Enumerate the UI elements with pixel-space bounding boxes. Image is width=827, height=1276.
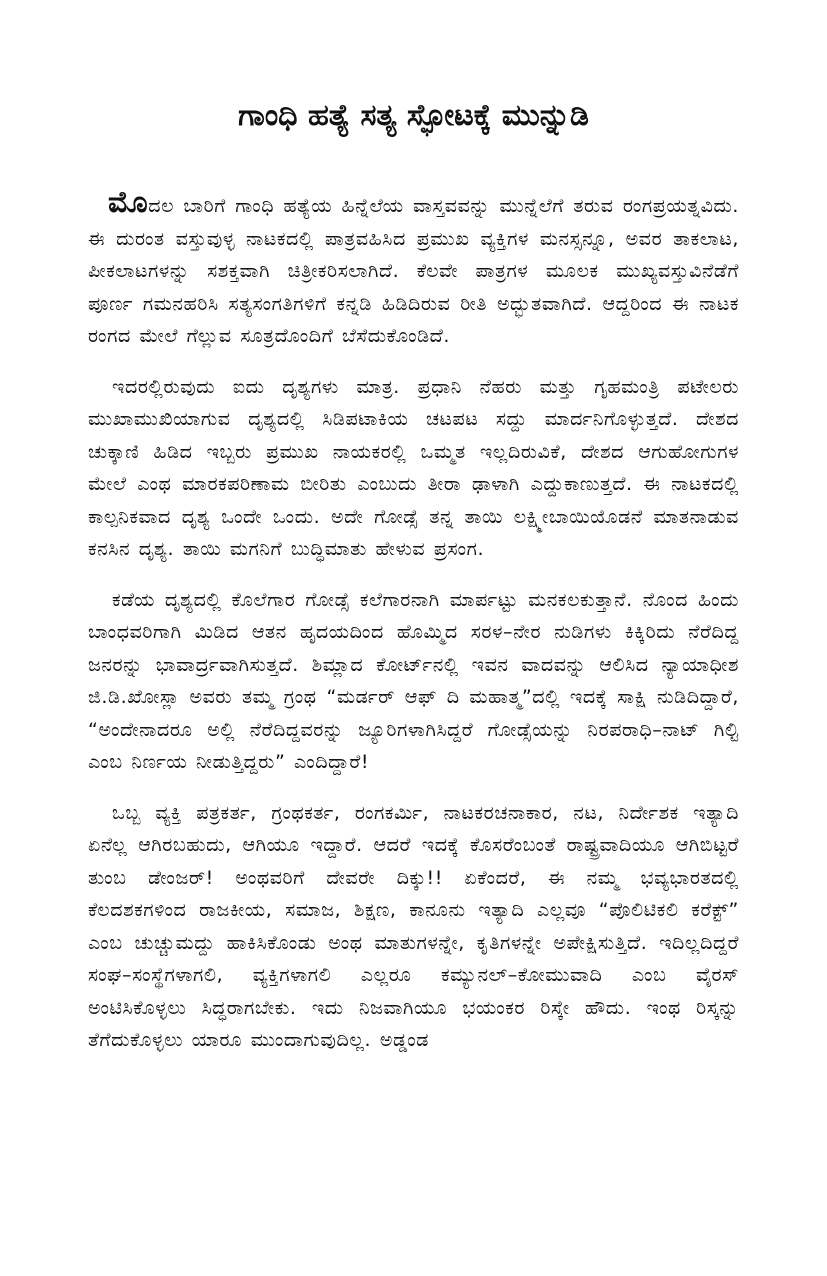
drop-cap: ಮೊ [108,185,149,220]
paragraph-1 [88,185,739,353]
paragraph-4 [88,797,739,1057]
paragraph-text: ಇದರಲ್ಲಿರುವುದು ಐದು ದೃಶ್ಯಗಳು ಮಾತ್ರ. ಪ್ರಧಾನಿ ನೆಹರು ಮತ್ತು ಗೃಹಮಂತ್ರಿ ಪಟೇಲರು ಮುಖಾಮುಖಿಯಾಗುವ ದೃಶ್ಯದಲ್ಲಿ ಸಿಡಿಪಟಾಕಿಯ ಚಟಪಟ ಸದ್ದು ಮಾರ್ದನಿಗೊಳ್ಳುತ್ತದೆ. ದೇಶದ ಚುಕ್ಕಾಣಿ ಹಿಡಿದ ಇಬ್ಬರು ಪ್ರಮುಖ ನಾಯಕರಲ್ಲಿ ಒಮ್ಮತ ಇಲ್ಲದಿರುವಿಕೆ, ದೇಶದ ಆಗುಹೋಗುಗಳ ಮೇಲೆ ಎಂಥ ಮಾರಕಪರಿಣಾಮ ಬೀರಿತು ಎಂಬುದು ತೀರಾ ಢಾಳಾಗಿ ಎದ್ದುಕಾಣುತ್ತದೆ. ಈ ನಾಟಕದಲ್ಲಿ ಕಾಲ್ಪನಿಕವಾದ ದೃಶ್ಯ ಒಂದೇ ಒಂದು. ಅದೇ ಗೋಡ್ಸೆ ತನ್ನ ತಾಯಿ ಲಕ್ಷ್ಮೀಬಾಯಿಯೊಡನೆ ಮಾತನಾಡುವ ಕನಸಿನ ದೃಶ್ಯ. ತಾಯಿ ಮಗನಿಗೆ ಬುದ್ಧಿಮಾತು ಹೇಳುವ ಪ್ರಸಂಗ. [88,375,739,560]
paragraph-text: ದಲ ಬಾರಿಗೆ ಗಾಂಧಿ ಹತ್ಯೆಯ ಹಿನ್ನೆಲೆಯ ವಾಸ್ತವವನ್ನು ಮುನ್ನೆಲೆಗೆ ತರುವ ರಂಗಪ್ರಯತ್ನವಿದು. ಈ ದುರಂತ ವಸ್ತುವುಳ್ಳ ನಾಟಕದಲ್ಲಿ ಪಾತ್ರವಹಿಸಿದ ಪ್ರಮುಖ ವ್ಯಕ್ತಿಗಳ ಮನಸ್ಸನ್ನೂ, ಅವರ ತಾಕಲಾಟ, ಪೀಕಲಾಟಗಳನ್ನು ಸಶಕ್ತವಾಗಿ ಚಿತ್ರೀಕರಿಸಲಾಗಿದೆ. ಕೆಲವೇ ಪಾತ್ರಗಳ ಮೂಲಕ ಮುಖ್ಯವಸ್ತುವಿನೆಡೆಗೆ ಪೂರ್ಣ ಗಮನಹರಿಸಿ ಸತ್ಯಸಂಗತಿಗಳಿಗೆ ಕನ್ನಡಿ ಹಿಡಿದಿರುವ ರೀತಿ ಅದ್ಭುತವಾಗಿದೆ. ಆದ್ದರಿಂದ ಈ ನಾಟಕ ರಂಗದ ಮೇಲೆ ಗೆಲ್ಲುವ ಸೂತ್ರದೊಂದಿಗೆ ಬೆಸೆದುಕೊಂಡಿದೆ. [88,195,739,347]
body-text [88,185,739,1075]
page-title: ಗಾಂಧಿ ಹತ್ಯೆ ಸತ್ಯ ಸ್ಫೋಟಕ್ಕೆ ಮುನ್ನುಡಿ [238,98,589,133]
paragraph-text: ಒಬ್ಬ ವ್ಯಕ್ತಿ ಪತ್ರಕರ್ತ, ಗ್ರಂಥಕರ್ತ, ರಂಗಕರ್ಮಿ, ನಾಟಕರಚನಾಕಾರ, ನಟ, ನಿರ್ದೇಶಕ ಇತ್ಯಾದಿ ಏನೆಲ್ಲ ಆಗಿರಬಹುದು, ಆಗಿಯೂ ಇದ್ದಾರೆ. ಆದರೆ ಇದಕ್ಕೆ ಕೊಸರೆಂಬಂತೆ ರಾಷ್ಟ್ರವಾದಿಯೂ ಆಗಿಬಿಟ್ಟರೆ ತುಂಬ ಡೇಂಜರ್! ಅಂಥವರಿಗೆ ದೇವರೇ ದಿಕ್ಕು!! ಏಕೆಂದರೆ, ಈ ನಮ್ಮ ಭವ್ಯಭಾರತದಲ್ಲಿ ಕೆಲದಶಕಗಳಿಂದ ರಾಜಕೀಯ, ಸಮಾಜ, ಶಿಕ್ಷಣ, ಕಾನೂನು ಇತ್ಯಾದಿ ಎಲ್ಲವೂ “ಪೊಲಿಟಿಕಲಿ ಕರೆಕ್ಟ್” ಎಂಬ ಚುಚ್ಚುಮದ್ದು ಹಾಕಿಸಿಕೊಂಡು ಅಂಥ ಮಾತುಗಳನ್ನೇ, ಕೃತಿಗಳನ್ನೇ ಅಪೇಕ್ಷಿಸುತ್ತಿದೆ. ಇದಿಲ್ಲದಿದ್ದರೆ ಸಂಘ–ಸಂಸ್ಥೆಗಳಾಗಲಿ, ವ್ಯಕ್ತಿಗಳಾಗಲಿ ಎಲ್ಲರೂ ಕಮ್ಯುನಲ್–ಕೋಮುವಾದಿ ಎಂಬ ವೈರಸ್ ಅಂಟಿಸಿಕೊಳ್ಳಲು ಸಿದ್ಧರಾಗಬೇಕು. ಇದು ನಿಜವಾಗಿಯೂ ಭಯಂಕರ ರಿಸ್ಕೇ ಹೌದು. ಇಂಥ ರಿಸ್ಕನ್ನು ತೆಗೆದುಕೊಳ್ಳಲು ಯಾರೂ ಮುಂದಾಗುವುದಿಲ್ಲ. ಅಡ್ಡಂಡ [88,801,739,1051]
paragraph-3 [88,584,739,779]
paragraph-text: ಕಡೆಯ ದೃಶ್ಯದಲ್ಲಿ ಕೊಲೆಗಾರ ಗೋಡ್ಸೆ ಕಲೆಗಾರನಾಗಿ ಮಾರ್ಪಟ್ಟು ಮನಕಲಕುತ್ತಾನೆ. ನೊಂದ ಹಿಂದು ಬಾಂಧವರಿಗಾಗಿ ಮಿಡಿದ ಆತನ ಹೃದಯದಿಂದ ಹೊಮ್ಮಿದ ಸರಳ–ನೇರ ನುಡಿಗಳು ಕಿಕ್ಕಿರಿದು ನೆರೆದಿದ್ದ ಜನರನ್ನು ಭಾವಾರ್ದ್ರವಾಗಿಸುತ್ತದೆ. ಶಿಮ್ಲಾದ ಕೋರ್ಟ್‌ನಲ್ಲಿ ಇವನ ವಾದವನ್ನು ಆಲಿಸಿದ ನ್ಯಾಯಾಧೀಶ ಜಿ.ಡಿ.ಖೋಸ್ಲಾ ಅವರು ತಮ್ಮ ಗ್ರಂಥ “ಮರ್ಡರ್ ಆಫ್ ದಿ ಮಹಾತ್ಮ”ದಲ್ಲಿ ಇದಕ್ಕೆ ಸಾಕ್ಷಿ ನುಡಿದಿದ್ದಾರೆ, “ಅಂದೇನಾದರೂ ಅಲ್ಲಿ ನೆರೆದಿದ್ದವರನ್ನು ಜ್ಯೂರಿಗಳಾಗಿಸಿದ್ದರೆ ಗೋಡ್ಸೆಯನ್ನು ನಿರಪರಾಧಿ–ನಾಟ್ ಗಿಲ್ಟಿ ಎಂಬ ನಿರ್ಣಯ ನೀಡುತ್ತಿದ್ದರು” ಎಂದಿದ್ದಾರೆ! [88,588,739,773]
paragraph-2 [88,371,739,566]
